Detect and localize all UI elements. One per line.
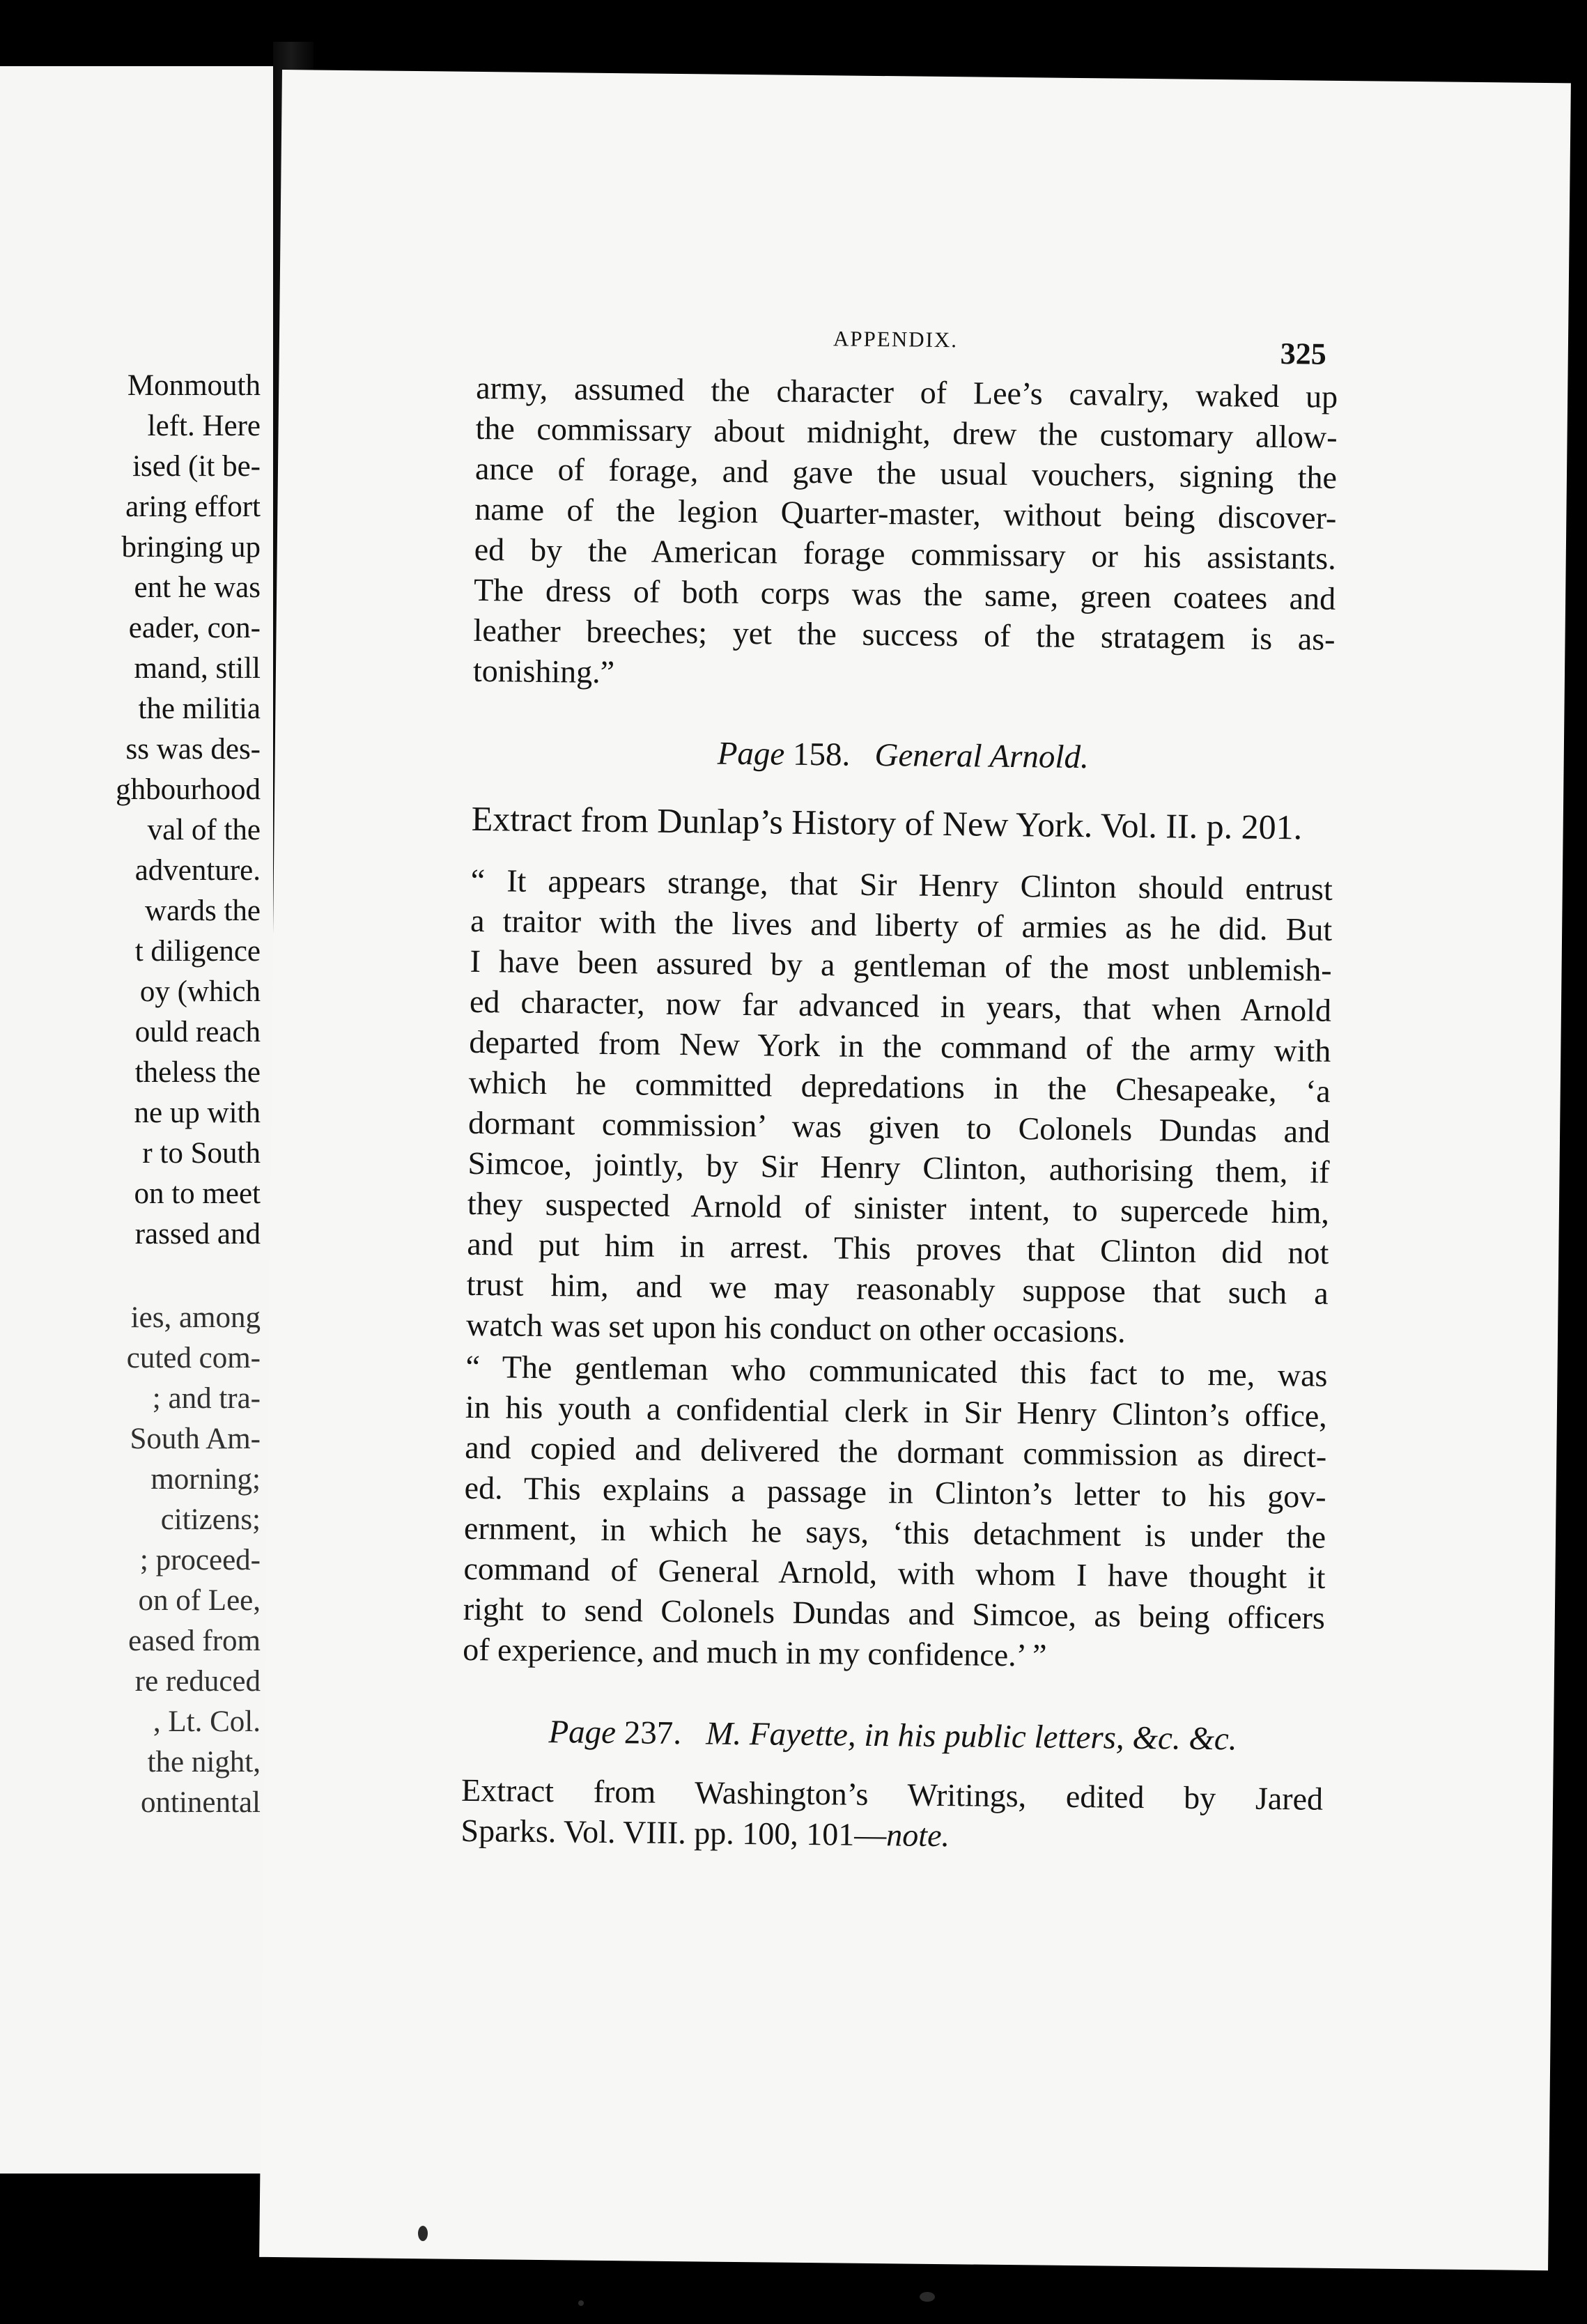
left-page-line: bringing up — [121, 531, 261, 564]
extract-source-line: Extract from Dunlap’s History of New York. Vol. II. p. 201. — [471, 798, 1303, 847]
body-line: army, assumed the character of Lee’s cavalry, waked up — [475, 369, 1338, 415]
left-page-line: val of the — [147, 814, 261, 846]
left-page-line: eader, con- — [128, 612, 261, 644]
page-ref-label: Page — [548, 1714, 617, 1751]
right-page — [259, 70, 1571, 2270]
left-page-line: ised (it be- — [132, 450, 261, 483]
body-line: ed character, now far advanced in years, that when Arnold — [469, 983, 1332, 1028]
left-page-line: t diligence — [134, 935, 261, 968]
page-number: 325 — [1280, 336, 1327, 371]
left-page-line: re reduced — [134, 1665, 261, 1698]
left-page-line: theless the — [134, 1056, 261, 1089]
body-line: a traitor with the lives and liberty of armies as he did. But — [470, 902, 1333, 947]
left-page-line: wards the — [145, 894, 261, 927]
left-page-fragment — [0, 66, 273, 2174]
left-page-line: left. Here — [147, 410, 261, 442]
body-line: leather breeches; yet the success of the stratagem is as- — [473, 612, 1336, 657]
body-line: tonishing.” — [472, 652, 615, 690]
left-page-line: South Am- — [130, 1423, 261, 1455]
left-page-line: ss was des- — [125, 733, 261, 766]
page-ref-number: 158. — [792, 736, 851, 773]
left-page-line: oy (which — [139, 975, 261, 1008]
left-page-line: the night, — [147, 1746, 261, 1779]
body-line: dormant commission’ was given to Colonels Dundas and — [467, 1104, 1331, 1149]
section-heading-general-arnold — [472, 730, 1334, 781]
left-page-line: citizens; — [160, 1503, 261, 1536]
left-page-line: ghbourhood — [116, 773, 261, 806]
left-page-line: on to meet — [134, 1177, 261, 1210]
body-line: which he committed depredations in the Chesapeake, ‘a — [468, 1064, 1331, 1109]
section-topic: General Arnold. — [874, 736, 1090, 776]
body-line: trust him, and we may reasonably suppose that such a — [466, 1266, 1329, 1311]
page-ref-number: 237. — [624, 1714, 682, 1752]
body-line: ance of forage, and gave the usual vouchers, signing the — [474, 450, 1338, 495]
left-page-line: ne up with — [134, 1097, 261, 1129]
left-page-line: mand, still — [134, 652, 261, 685]
body-line: in his youth a confidential clerk in Sir Henry Clinton’s office, — [465, 1388, 1328, 1434]
body-line: command of General Arnold, with whom I have thought it — [463, 1550, 1326, 1595]
body-line: The dress of both corps was the same, green coatees and — [473, 571, 1336, 617]
body-line: “ The gentleman who communicated this fact to me, was — [465, 1348, 1328, 1393]
left-page-line: cuted com- — [126, 1342, 261, 1374]
left-page-line: ; proceed- — [139, 1544, 261, 1577]
extract-source-line: Extract from Washington’s Writings, edited by Jared — [460, 1772, 1324, 1817]
body-line: and copied and delivered the dormant commission as direct- — [465, 1429, 1327, 1474]
body-line: departed from New York in the command of the army with — [469, 1023, 1331, 1069]
body-line: right to send Colonels Dundas and Simcoe, as being officers — [463, 1590, 1326, 1636]
body-line: “ It appears strange, that Sir Henry Clinton should entrust — [470, 862, 1333, 907]
left-page-line: ontinental — [141, 1786, 261, 1819]
scan-speck — [578, 2300, 584, 2306]
left-page-line: ; and tra- — [152, 1382, 261, 1415]
left-page-line: ies, among — [130, 1301, 261, 1334]
extract-source-text: Sparks. Vol. VIII. pp. 100, 101— — [460, 1812, 887, 1853]
note-word: note. — [886, 1817, 950, 1854]
body-line: of experience, and much in my confidence.’ ” — [463, 1631, 1047, 1673]
scan-speck — [920, 2292, 935, 2302]
body-line: I have been assured by a gentleman of the most unblemish- — [470, 943, 1332, 988]
left-page-line: on of Lee, — [138, 1584, 261, 1617]
running-head: APPENDIX. — [833, 326, 959, 353]
section-heading-fayette — [462, 1710, 1324, 1761]
section-topic: M. Fayette, in his public letters, &c. &c. — [706, 1715, 1237, 1758]
scan-speck — [418, 2226, 428, 2241]
body-line: watch was set upon his conduct on other occasions. — [465, 1306, 1126, 1349]
body-line: ernment, in which he says, ‘this detachment is under the — [463, 1510, 1326, 1555]
left-page-line: ould reach — [134, 1016, 261, 1048]
left-page-line: eased from — [128, 1625, 261, 1657]
left-page-line: , Lt. Col. — [153, 1705, 261, 1738]
left-page-line: adventure. — [134, 854, 261, 887]
body-line: the commissary about midnight, drew the customary allow- — [475, 410, 1338, 455]
body-line: and put him in arrest. This proves that Clinton did not — [467, 1225, 1329, 1271]
left-page-line: Monmouth — [127, 369, 261, 402]
body-line: Simcoe, jointly, by Sir Henry Clinton, authorising them, if — [467, 1145, 1330, 1190]
left-page-line: the militia — [138, 692, 261, 725]
body-line: ed by the American forage commissary or his assistants. — [474, 531, 1337, 576]
left-page-line: ent he was — [134, 571, 261, 604]
extract-source-line — [460, 1811, 1323, 1860]
body-line: they suspected Arnold of sinister intent, to supercede him, — [467, 1185, 1330, 1230]
left-page-line: aring effort — [125, 490, 261, 523]
left-page-line: morning; — [150, 1463, 261, 1496]
body-line: name of the legion Quarter-master, without being discover- — [474, 490, 1337, 536]
left-page-line: r to South — [142, 1137, 261, 1170]
left-page-line: rassed and — [134, 1218, 261, 1250]
page-ref-label: Page — [717, 735, 785, 773]
body-line: ed. This explains a passage in Clinton’s letter to his gov- — [464, 1469, 1326, 1515]
